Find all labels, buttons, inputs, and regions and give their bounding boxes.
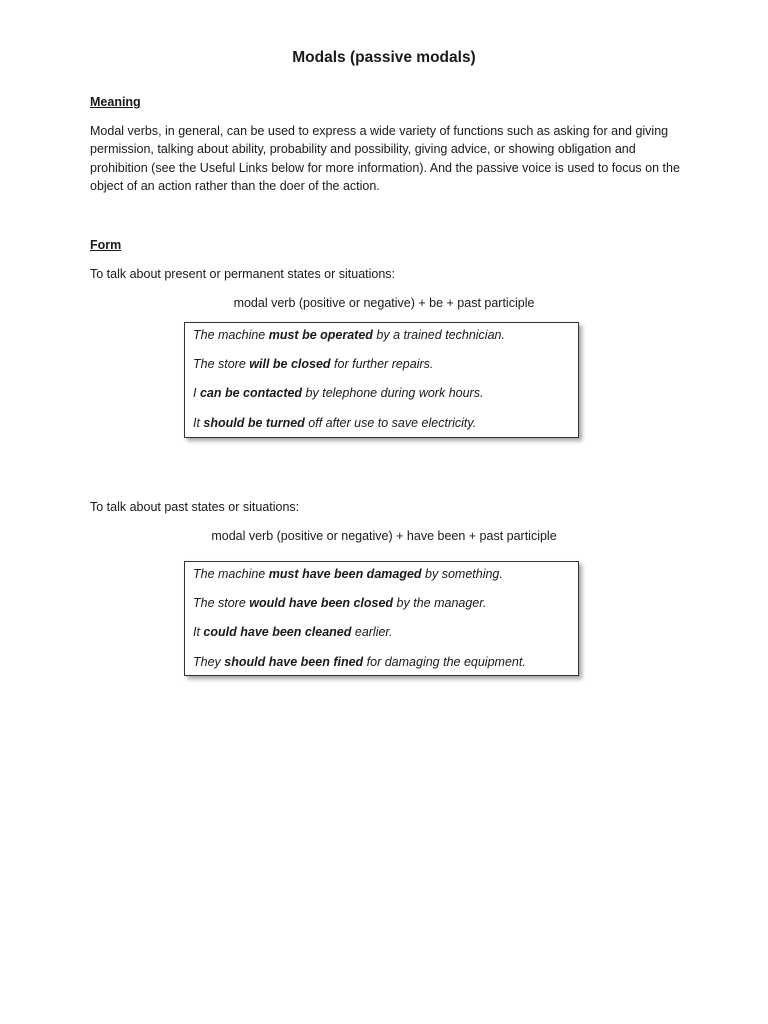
example-sentence: It could have been cleaned earlier. — [193, 625, 393, 640]
past-formula: modal verb (positive or negative) + have been + past participle — [211, 529, 557, 543]
example-sentence: They should have been fined for damaging the equipment. — [193, 654, 526, 669]
present-formula: modal verb (positive or negative) + be + past participle — [233, 296, 535, 310]
past-intro: To talk about past states or situations: — [90, 500, 300, 514]
meaning-heading: Meaning — [90, 95, 141, 109]
example-sentence: It should be turned off after use to save electricity. — [193, 415, 477, 430]
past-examples-box — [184, 561, 579, 676]
page-title: Modals (passive modals) — [292, 49, 476, 66]
example-sentence: The machine must have been damaged by something. — [193, 567, 503, 581]
present-intro: To talk about present or permanent states or situations: — [90, 267, 396, 281]
form-heading: Form — [90, 238, 122, 252]
meaning-paragraph: Modal verbs, in general, can be used to express a wide variety of functions such as asking for and giving permission, talking about ability, probability and possibility, giving advice, or showing obligation and prohibition (see the Useful Links below for more information). And the passive voice is used to focus on the object of an action rather than the doer of the action. — [90, 123, 680, 194]
example-sentence: I can be contacted by telephone during work hours. — [193, 386, 484, 401]
example-sentence: The machine must be operated by a trained technician. — [193, 328, 505, 342]
example-sentence: The store would have been closed by the manager. — [193, 596, 487, 611]
example-sentence: The store will be closed for further repairs. — [193, 357, 434, 372]
present-examples-box — [184, 322, 579, 438]
